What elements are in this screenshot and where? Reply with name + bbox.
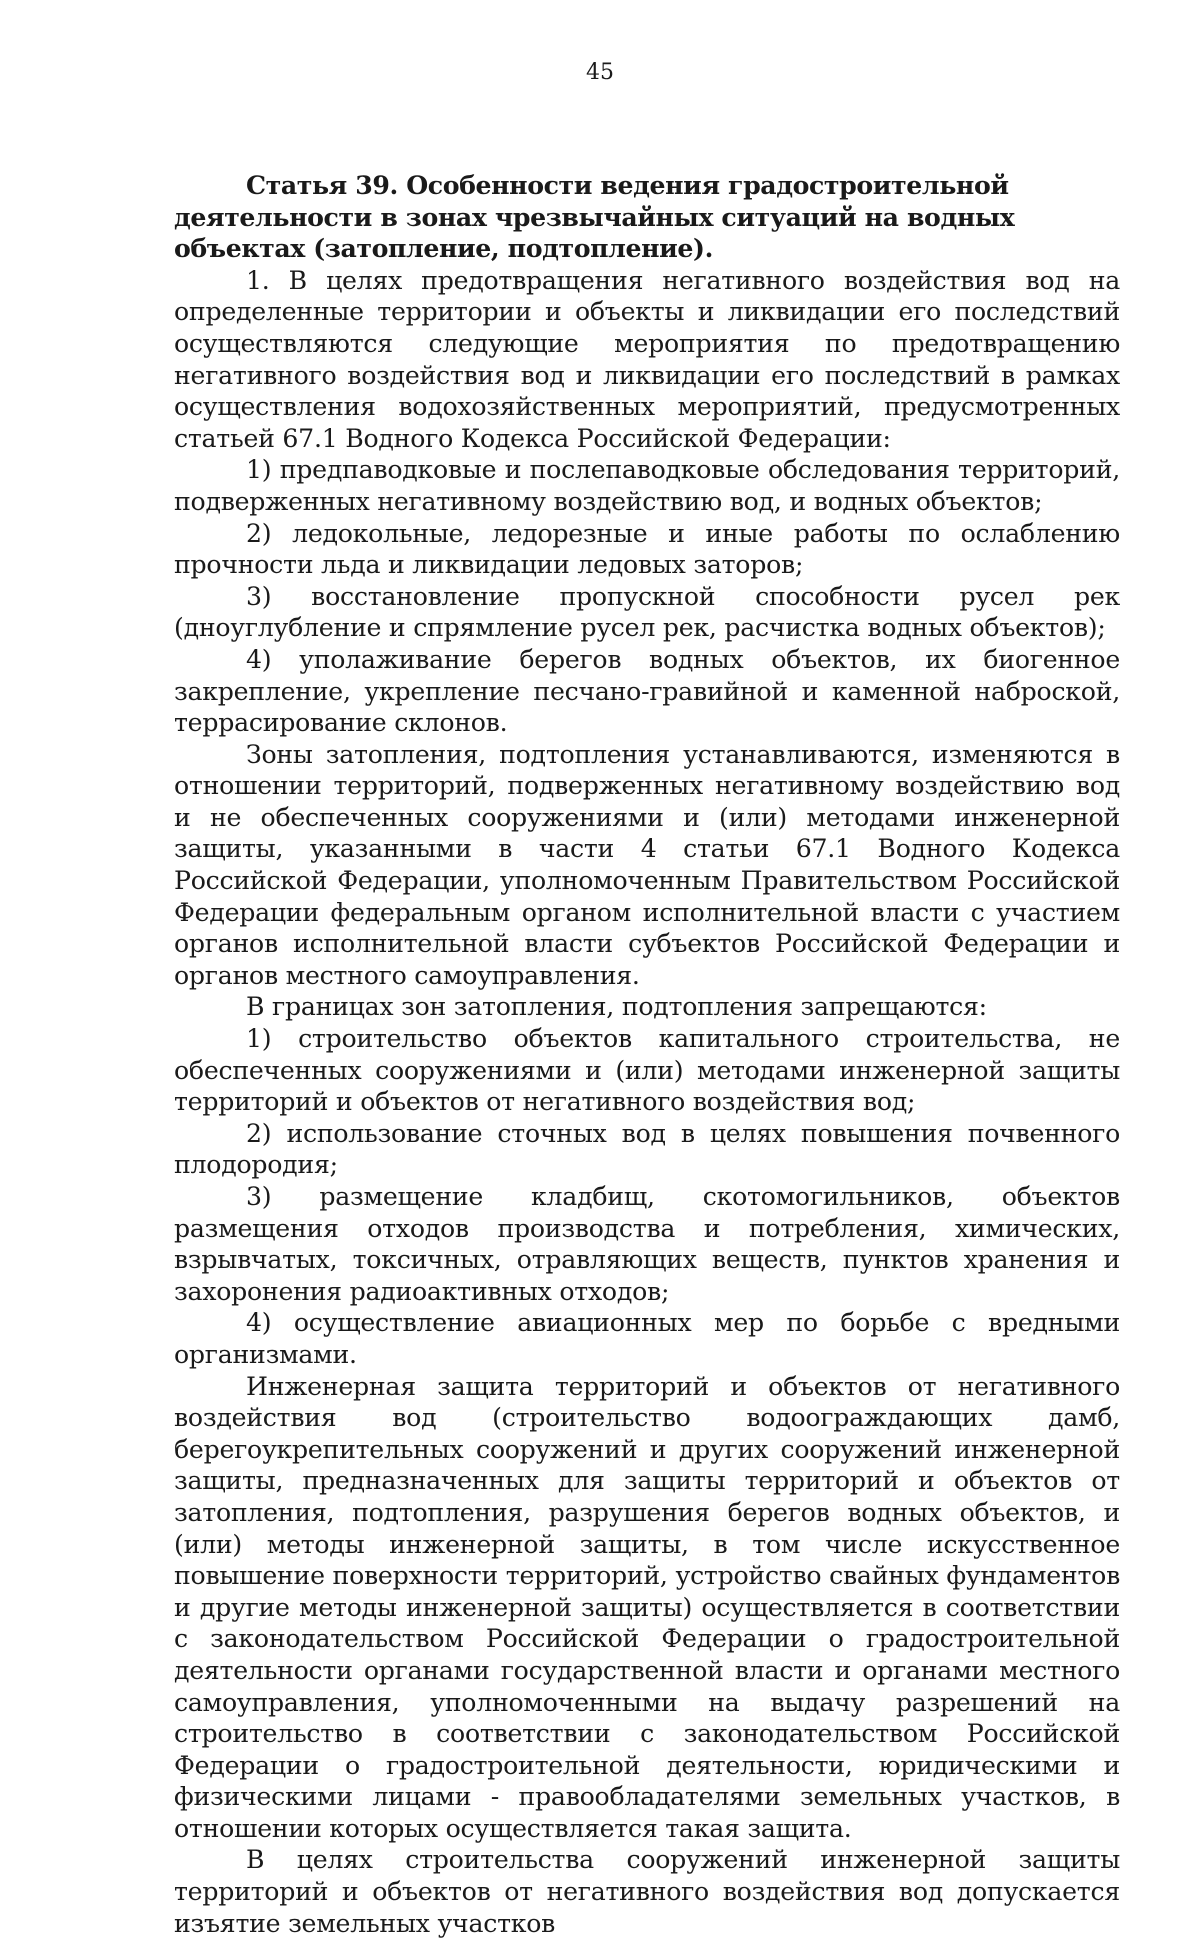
list-item: 4) уполаживание берегов водных объектов, их биогенное закрепление, укрепление песчано-гравийной и каменной наброской, террасирование склонов. (174, 644, 1120, 738)
paragraph: Зоны затопления, подтопления устанавливаются, изменяются в отношении территорий, подверженных негативному воздействию вод и не обеспеченных сооружениями и (или) методами инженерной защиты, указанными в части 4 статьи 67.1 Водного Кодекса Российской Федерации, уполномоченным Правительством Российской Федерации федеральным органом исполнительной власти с участием органов исполнительной власти субъектов Российской Федерации и органов местного самоуправления. (174, 739, 1120, 990)
document-body (174, 170, 1120, 1939)
list-item: 2) использование сточных вод в целях повышения почвенного плодородия; (174, 1118, 1120, 1180)
list-item: 4) осуществление авиационных мер по борьбе с вредными организмами. (174, 1308, 1120, 1369)
page-number: 45 (586, 60, 614, 85)
list-item: 1) строительство объектов капитального строительства, не обеспеченных сооружениями и (или) методами инженерной защиты территорий и объектов от негативного воздействия вод; (174, 1024, 1120, 1117)
list-item: 1) предпаводковые и послепаводковые обследования территорий, подверженных негативному воздействию вод, и водных объектов; (174, 455, 1120, 516)
list-item: 3) размещение кладбищ, скотомогильников, объектов размещения отходов производства и потребления, химических, взрывчатых, токсичных, отравляющих веществ, пунктов хранения и захоронения радиоактивных отходов; (174, 1182, 1120, 1306)
paragraph: Инженерная защита территорий и объектов от негативного воздействия вод (строительство водоограждающих дамб, берегоукрепительных сооружений и других сооружений инженерной защиты, предназначенных для защиты территорий и объектов от затопления, подтопления, разрушения берегов водных объектов, и (или) методы инженерной защиты, в том числе искусственное повышение поверхности территорий, устройство свайных фундаментов и другие методы инженерной защиты) осуществляется в соответствии с законодательством Российской Федерации о градостроительной деятельности органами государственной власти и органами местного самоуправления, уполномоченными на выдачу разрешений на строительство в соответствии с законодательством Российской Федерации о градостроительной деятельности, юридическими и физическими лицами - правообладателями земельных участков, в отношении которых осуществляется такая защита. (174, 1371, 1120, 1843)
paragraph: 1. В целях предотвращения негативного воздействия вод на определенные территории и объекты и ликвидации его последствий осуществляются следующие мероприятия по предотвращению негативного воздействия вод и ликвидации его последствий в рамках осуществления водохозяйственных мероприятий, предусмотренных статьей 67.1 Водного Кодекса Российской Федерации: (174, 265, 1120, 453)
paragraph: В границах зон затопления, подтопления запрещаются: (246, 992, 987, 1022)
paragraph: В целях строительства сооружений инженерной защиты территорий и объектов от негативного воздействия вод допускается изъятие земельных участков (174, 1845, 1120, 1938)
list-item: 2) ледокольные, ледорезные и иные работы по ослаблению прочности льда и ликвидации ледовых заторов; (174, 518, 1120, 580)
article-heading: Статья 39. Особенности ведения градостроительной деятельности в зонах чрезвычайных ситуаций на водных объектах (затопление, подтопление). (174, 170, 1015, 264)
list-item: 3) восстановление пропускной способности русел рек (дноуглубление и спрямление русел рек, расчистка водных объектов); (174, 581, 1120, 643)
